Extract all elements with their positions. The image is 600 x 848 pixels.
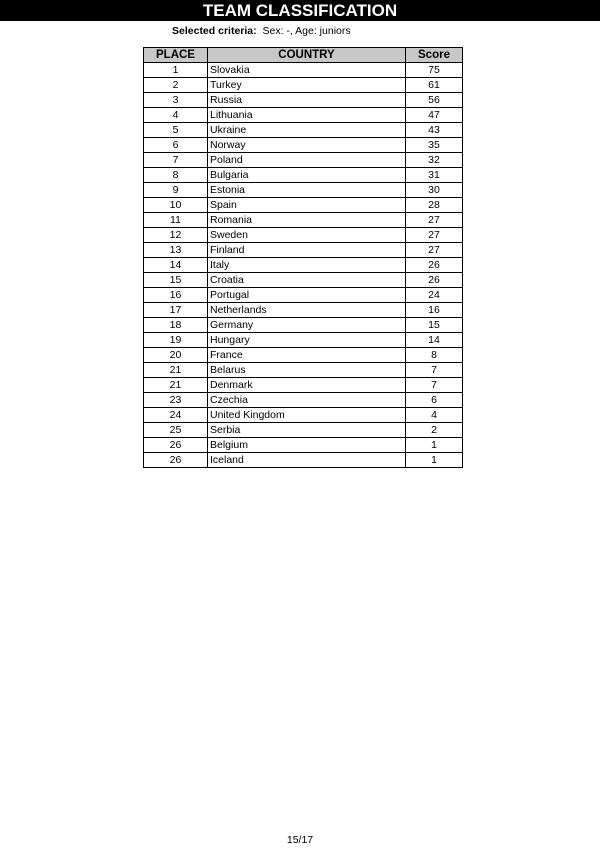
score-cell: 47	[406, 108, 463, 123]
table-row	[144, 438, 463, 453]
place-cell: 23	[144, 393, 208, 408]
score-cell: 7	[406, 363, 463, 378]
place-cell: 7	[144, 153, 208, 168]
country-cell: Serbia	[208, 423, 406, 438]
column-header-score: Score	[406, 48, 463, 63]
table-row	[144, 198, 463, 213]
score-cell: 28	[406, 198, 463, 213]
place-cell: 20	[144, 348, 208, 363]
country-cell: Portugal	[208, 288, 406, 303]
country-cell: Russia	[208, 93, 406, 108]
table-row	[144, 363, 463, 378]
score-cell: 27	[406, 213, 463, 228]
score-cell: 4	[406, 408, 463, 423]
score-cell: 1	[406, 438, 463, 453]
column-header-country: COUNTRY	[208, 48, 406, 63]
selected-criteria	[172, 25, 351, 38]
table-row	[144, 138, 463, 153]
country-cell: Germany	[208, 318, 406, 333]
table-row	[144, 453, 463, 468]
table-row	[144, 93, 463, 108]
country-cell: Turkey	[208, 78, 406, 93]
country-cell: Belarus	[208, 363, 406, 378]
table-row	[144, 153, 463, 168]
country-cell: Norway	[208, 138, 406, 153]
table-row	[144, 228, 463, 243]
place-cell: 5	[144, 123, 208, 138]
score-cell: 6	[406, 393, 463, 408]
score-cell: 7	[406, 378, 463, 393]
table-row	[144, 348, 463, 363]
table-row	[144, 318, 463, 333]
place-cell: 16	[144, 288, 208, 303]
place-cell: 24	[144, 408, 208, 423]
table-header-row	[144, 48, 463, 63]
country-cell: Italy	[208, 258, 406, 273]
score-cell: 30	[406, 183, 463, 198]
table-row	[144, 288, 463, 303]
place-cell: 25	[144, 423, 208, 438]
country-cell: United Kingdom	[208, 408, 406, 423]
table-body	[144, 63, 463, 468]
table-row	[144, 63, 463, 78]
table-row	[144, 213, 463, 228]
place-cell: 9	[144, 183, 208, 198]
place-cell: 21	[144, 363, 208, 378]
country-cell: Czechia	[208, 393, 406, 408]
score-cell: 27	[406, 228, 463, 243]
score-cell: 32	[406, 153, 463, 168]
country-cell: Iceland	[208, 453, 406, 468]
table-row	[144, 78, 463, 93]
score-cell: 35	[406, 138, 463, 153]
place-cell: 6	[144, 138, 208, 153]
country-cell: Estonia	[208, 183, 406, 198]
country-cell: Hungary	[208, 333, 406, 348]
place-cell: 13	[144, 243, 208, 258]
country-cell: Netherlands	[208, 303, 406, 318]
place-cell: 1	[144, 63, 208, 78]
country-cell: Finland	[208, 243, 406, 258]
team-classification-table	[143, 47, 463, 468]
country-cell: Belgium	[208, 438, 406, 453]
score-cell: 61	[406, 78, 463, 93]
table-row	[144, 423, 463, 438]
place-cell: 26	[144, 438, 208, 453]
country-cell: Spain	[208, 198, 406, 213]
country-cell: France	[208, 348, 406, 363]
place-cell: 10	[144, 198, 208, 213]
column-header-place: PLACE	[144, 48, 208, 63]
place-cell: 17	[144, 303, 208, 318]
criteria-label: Selected criteria:	[172, 25, 257, 37]
table-row	[144, 183, 463, 198]
page-number: 15/17	[286, 834, 314, 846]
place-cell: 15	[144, 273, 208, 288]
score-cell: 2	[406, 423, 463, 438]
table-row	[144, 378, 463, 393]
table-row	[144, 408, 463, 423]
score-cell: 14	[406, 333, 463, 348]
score-cell: 43	[406, 123, 463, 138]
place-cell: 11	[144, 213, 208, 228]
score-cell: 75	[406, 63, 463, 78]
score-cell: 8	[406, 348, 463, 363]
score-cell: 16	[406, 303, 463, 318]
table-row	[144, 393, 463, 408]
table-row	[144, 168, 463, 183]
country-cell: Romania	[208, 213, 406, 228]
place-cell: 12	[144, 228, 208, 243]
table-row	[144, 333, 463, 348]
place-cell: 19	[144, 333, 208, 348]
table-row	[144, 243, 463, 258]
table-row	[144, 108, 463, 123]
country-cell: Denmark	[208, 378, 406, 393]
place-cell: 26	[144, 453, 208, 468]
country-cell: Bulgaria	[208, 168, 406, 183]
table-row	[144, 123, 463, 138]
score-cell: 31	[406, 168, 463, 183]
country-cell: Slovakia	[208, 63, 406, 78]
place-cell: 3	[144, 93, 208, 108]
place-cell: 2	[144, 78, 208, 93]
place-cell: 8	[144, 168, 208, 183]
place-cell: 21	[144, 378, 208, 393]
country-cell: Lithuania	[208, 108, 406, 123]
country-cell: Ukraine	[208, 123, 406, 138]
score-cell: 24	[406, 288, 463, 303]
page-title: TEAM CLASSIFICATION	[0, 0, 600, 21]
place-cell: 4	[144, 108, 208, 123]
country-cell: Poland	[208, 153, 406, 168]
score-cell: 1	[406, 453, 463, 468]
score-cell: 26	[406, 258, 463, 273]
score-cell: 56	[406, 93, 463, 108]
criteria-value: Sex: -, Age: juniors	[262, 25, 351, 37]
table-row	[144, 258, 463, 273]
score-cell: 26	[406, 273, 463, 288]
place-cell: 14	[144, 258, 208, 273]
table-row	[144, 303, 463, 318]
country-cell: Croatia	[208, 273, 406, 288]
table-row	[144, 273, 463, 288]
place-cell: 18	[144, 318, 208, 333]
score-cell: 15	[406, 318, 463, 333]
country-cell: Sweden	[208, 228, 406, 243]
score-cell: 27	[406, 243, 463, 258]
